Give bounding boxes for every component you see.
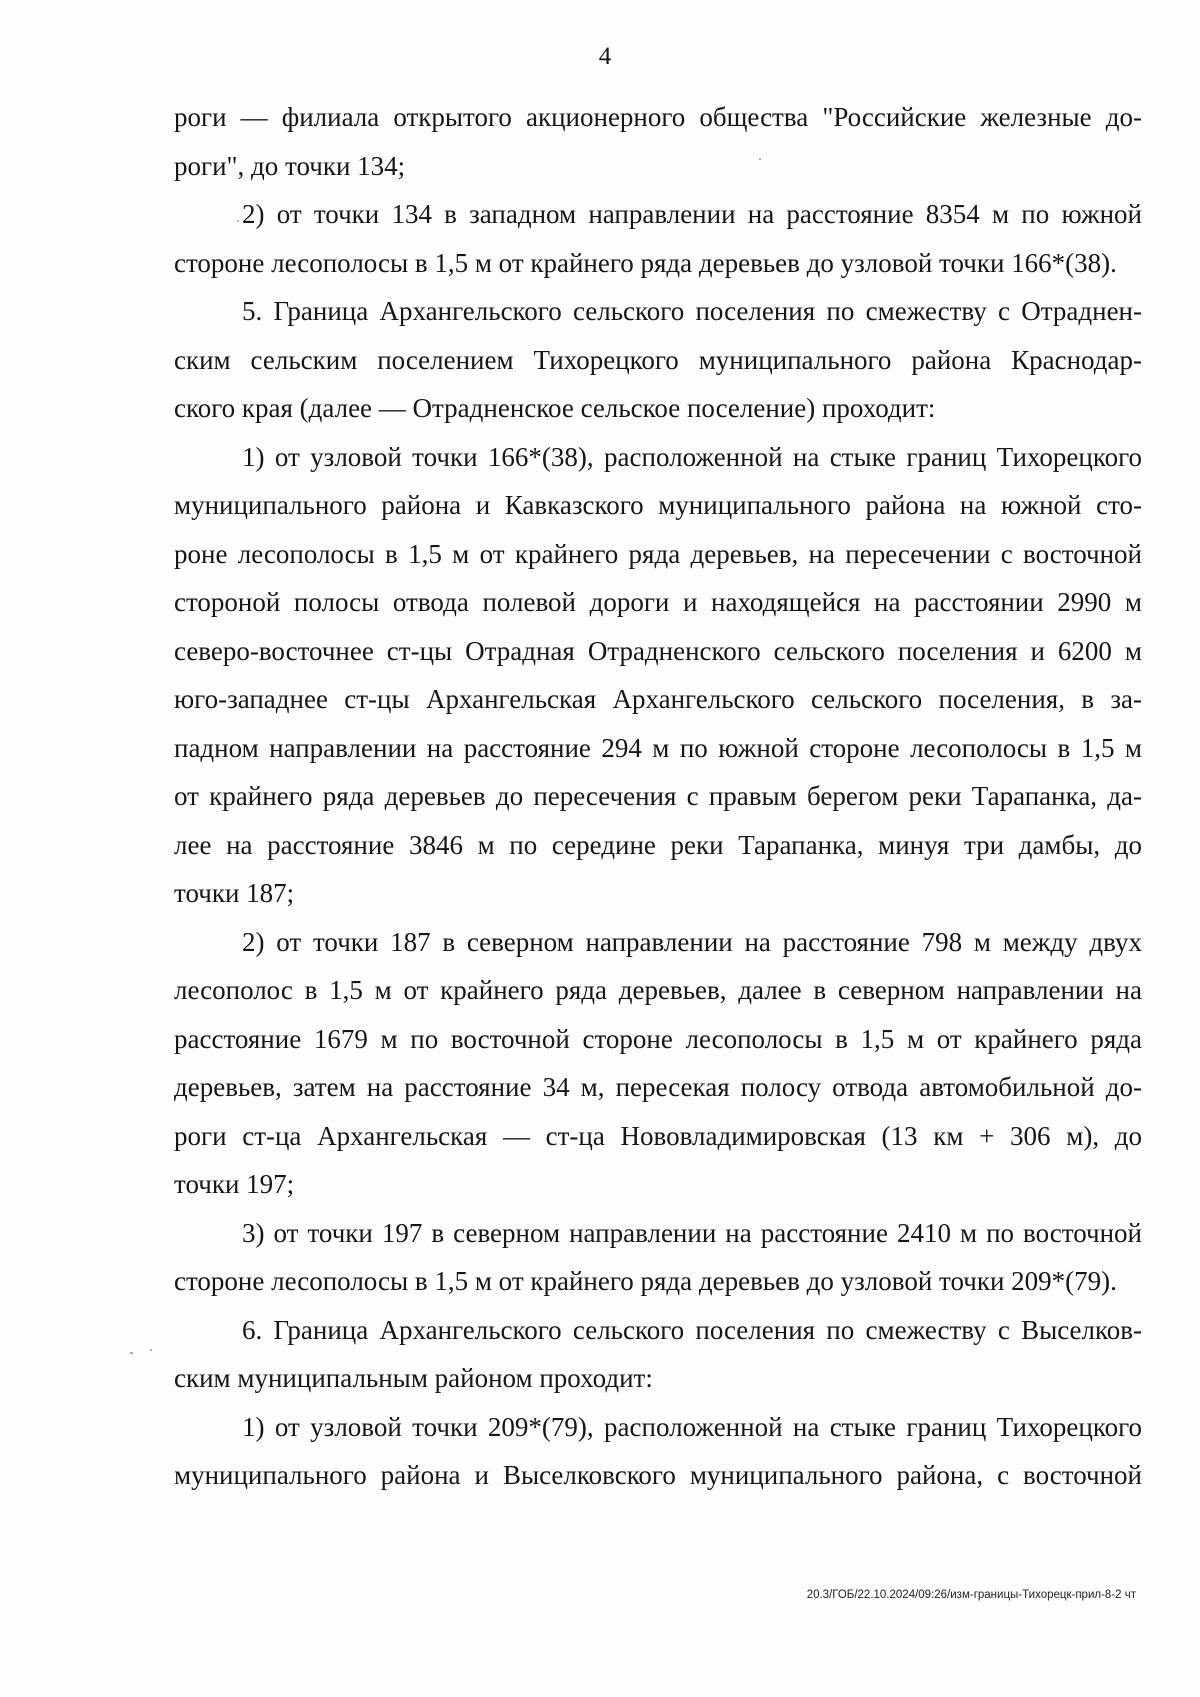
text-line: от крайнего ряда деревьев до пересечения с правым берегом реки Тарапанка, да- <box>174 781 1142 811</box>
text-line: роне лесополосы в 1,5 м от крайнего ряда деревьев, на пересечении с восточной <box>174 538 1142 569</box>
scan-speck <box>759 158 761 160</box>
text-line: падном направлении на расстояние 294 м по южной стороне лесополосы в 1,5 м <box>174 732 1142 763</box>
text-line: 5. Граница Архангельского сельского поселения по смежеству с Отраднен- <box>242 296 1142 326</box>
text-line: стороной полосы отвода полевой дороги и находящейся на расстоянии 2990 м <box>174 587 1142 617</box>
text-line: деревьев, затем на расстояние 34 м, пересекая полосу отвода автомобильной до- <box>174 1072 1142 1102</box>
text-line: 6. Граница Архангельского сельского поселения по смежеству с Выселков- <box>242 1314 1142 1345</box>
text-line: точки 197; <box>174 1169 295 1199</box>
text-line: стороне лесополосы в 1,5 м от крайнего ряда деревьев до узловой точки 166*(38). <box>174 247 1117 278</box>
text-line: точки 187; <box>174 878 295 908</box>
scan-speck <box>237 220 239 222</box>
text-line: 1) от узловой точки 166*(38), расположенной на стыке границ Тихорецкого <box>242 441 1142 472</box>
text-line: 3) от точки 197 в северном направлении на расстояние 2410 м по восточной <box>242 1217 1142 1248</box>
text-line: ским сельским поселением Тихорецкого муниципального района Краснодар- <box>174 344 1142 375</box>
text-line: муниципального района и Выселковского муниципального района, с восточной <box>174 1460 1142 1490</box>
text-line: стороне лесополосы в 1,5 м от крайнего ряда деревьев до узловой точки 209*(79). <box>174 1266 1117 1296</box>
text-line: юго-западнее ст-цы Архангельская Архангельского сельского поселения, в за- <box>174 684 1142 714</box>
text-line: 1) от узловой точки 209*(79), расположенной на стыке границ Тихорецкого <box>242 1411 1142 1442</box>
text-line: расстояние 1679 м по восточной стороне лесополосы в 1,5 м от крайнего ряда <box>174 1023 1142 1054</box>
document-body <box>174 93 1142 1500</box>
text-line: муниципального района и Кавказского муниципального района на южной сто- <box>174 490 1142 520</box>
text-line: 2) от точки 187 в северном направлении на расстояние 798 м между двух <box>242 926 1142 957</box>
text-line: роги", до точки 134; <box>174 150 406 181</box>
scan-speck <box>130 1352 133 1354</box>
text-line: 2) от точки 134 в западном направлении на расстояние 8354 м по южной <box>242 199 1142 229</box>
scan-speck <box>150 1349 152 1351</box>
document-footer-code: 20.3/ГОБ/22.10.2024/09:26/изм-границы-Тихорецк-прил-8-2 чт <box>806 1589 1136 1601</box>
text-line: роги — филиала открытого акционерного общества "Российские железные до- <box>174 102 1142 132</box>
text-line: роги ст-ца Архангельская — ст-ца Нововладимировская (13 км + 306 м), до <box>174 1120 1142 1151</box>
text-line: ского края (далее — Отрадненское сельское поселение) проходит: <box>174 393 936 423</box>
text-line: лесополос в 1,5 м от крайнего ряда деревьев, далее в северном направлении на <box>174 975 1142 1005</box>
text-line: ским муниципальным районом проходит: <box>174 1363 653 1393</box>
text-line: северо-восточнее ст-цы Отрадная Отрадненского сельского поселения и 6200 м <box>174 635 1142 666</box>
text-line: лее на расстояние 3846 м по середине реки Тарапанка, минуя три дамбы, до <box>174 829 1142 860</box>
page-number: 4 <box>598 43 612 70</box>
